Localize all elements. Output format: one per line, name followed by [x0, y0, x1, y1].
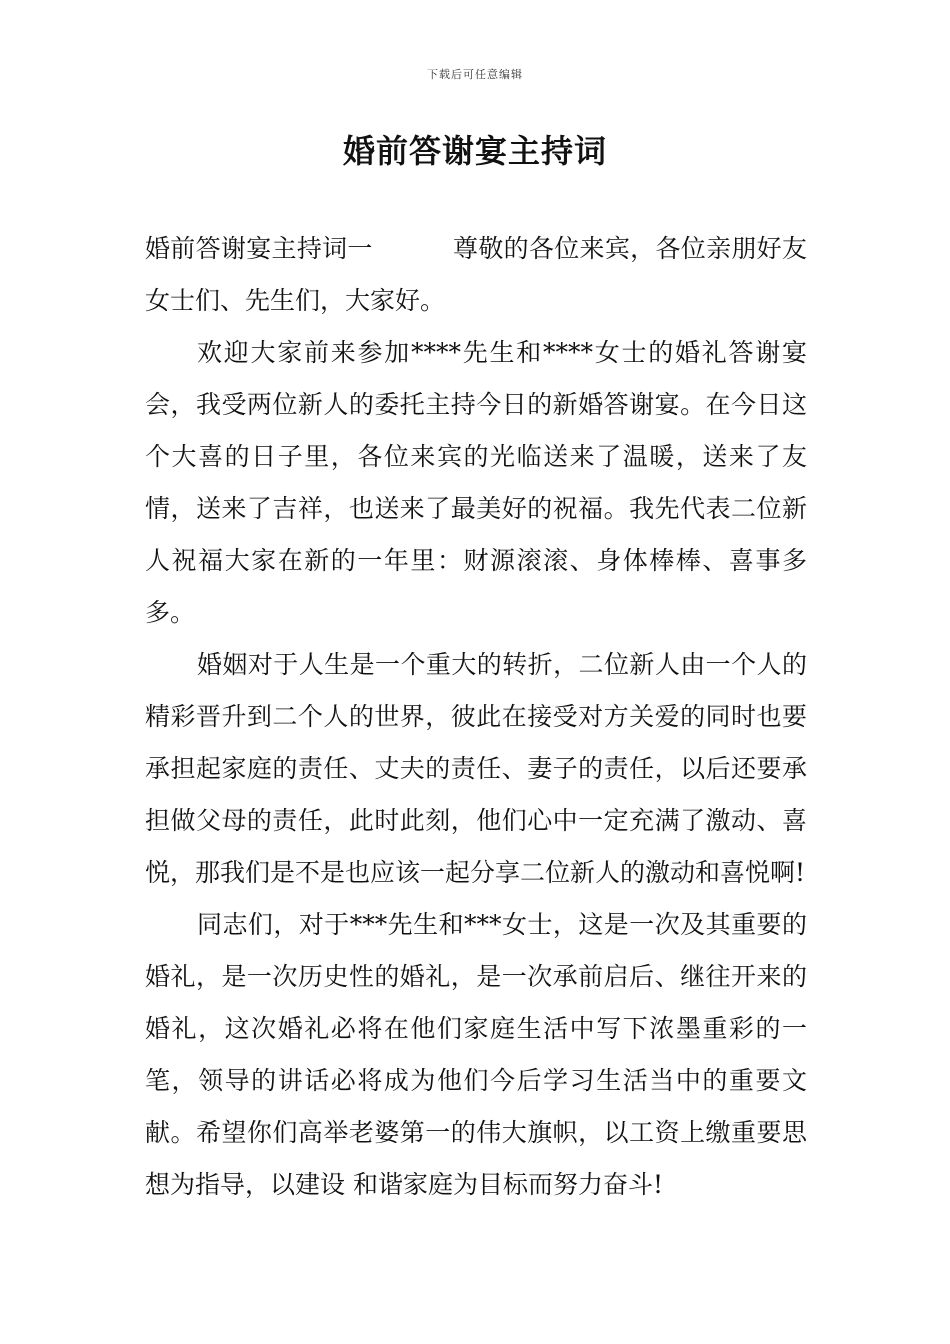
lead-text: 尊敬的各位来宾，各位亲朋好友女士们、先生们，大家好。	[145, 234, 807, 315]
document-body	[145, 223, 807, 1211]
header-note: 下载后可任意编辑	[427, 68, 523, 81]
document-title: 婚前答谢宴主持词	[342, 132, 607, 170]
lead-paragraph	[145, 223, 807, 327]
lead-title: 婚前答谢宴主持词一	[145, 234, 373, 263]
paragraph-welcome: 欢迎大家前来参加****先生和****女士的婚礼答谢宴会，我受两位新人的委托主持今日的新婚答谢宴。在今日这个大喜的日子里，各位来宾的光临送来了温暖，送来了友情，送来了吉祥，也送来了最美好的祝福。我先代表二位新人祝福大家在新的一年里：财源滚滚、身体棒棒、喜事多多。	[145, 338, 807, 627]
paragraph-marriage: 婚姻对于人生是一个重大的转折，二位新人由一个人的精彩晋升到二个人的世界，彼此在接受对方关爱的同时也要承担起家庭的责任、丈夫的责任、妻子的责任，以后还要承担做父母的责任，此时此刻，他们心中一定充满了激动、喜悦，那我们是不是也应该一起分享二位新人的激动和喜悦啊!	[145, 650, 807, 887]
paragraph-comrades: 同志们，对于***先生和***女士，这是一次及其重要的婚礼，是一次历史性的婚礼，是一次承前启后、继往开来的婚礼，这次婚礼必将在他们家庭生活中写下浓墨重彩的一笔，领导的讲话必将成为他们今后学习生活当中的重要文献。希望你们高举老婆第一的伟大旗帜，以工资上缴重要思想为指导，以建设 和谐家庭为目标而努力奋斗!	[145, 910, 807, 1199]
